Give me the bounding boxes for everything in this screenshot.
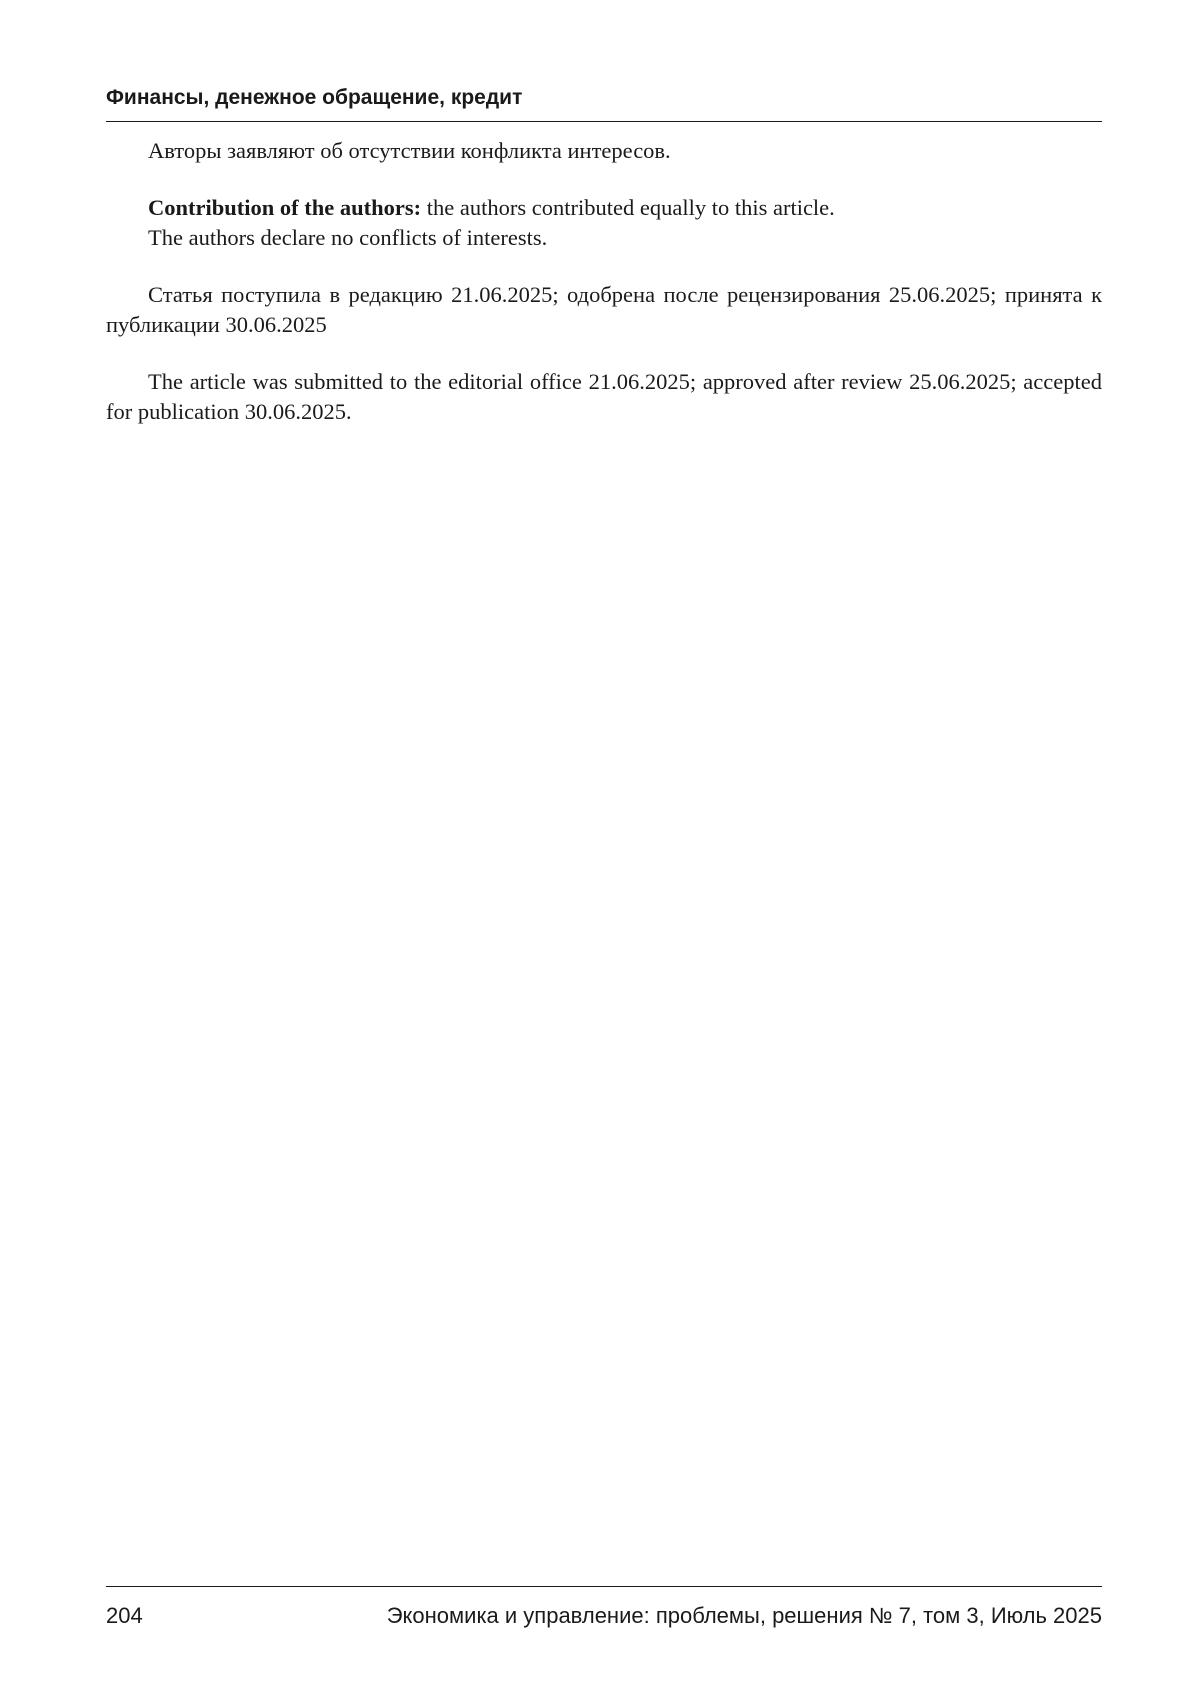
page-footer [106, 1601, 1102, 1631]
article-end-matter [106, 136, 1102, 427]
page-number: 204 [106, 1603, 143, 1628]
conflict-statement-en: The authors declare no conflicts of interests. [148, 225, 548, 250]
footer-divider [106, 1586, 1102, 1587]
journal-info: Экономика и управление: проблемы, решения № 7, том 3, Июль 2025 [386, 1603, 1102, 1628]
article-dates-ru: Статья поступила в редакцию 21.06.2025; одобрена после рецензирования 25.06.2025; принята к публикации 30.06.2025 [106, 282, 1102, 337]
header-divider [106, 121, 1102, 122]
article-dates-en: The article was submitted to the editorial office 21.06.2025; approved after review 25.06.2025; accepted for publication 30.06.2025. [106, 369, 1102, 424]
contribution-statement [106, 193, 1102, 223]
journal-page [106, 0, 1102, 1698]
contribution-label: Contribution of the authors: [148, 195, 422, 220]
running-head-section-title: Финансы, денежное обращение, кредит [106, 86, 523, 109]
conflict-statement-ru: Авторы заявляют об отсутствии конфликта интересов. [148, 138, 671, 163]
contribution-text: the authors contributed equally to this article. [421, 195, 835, 220]
